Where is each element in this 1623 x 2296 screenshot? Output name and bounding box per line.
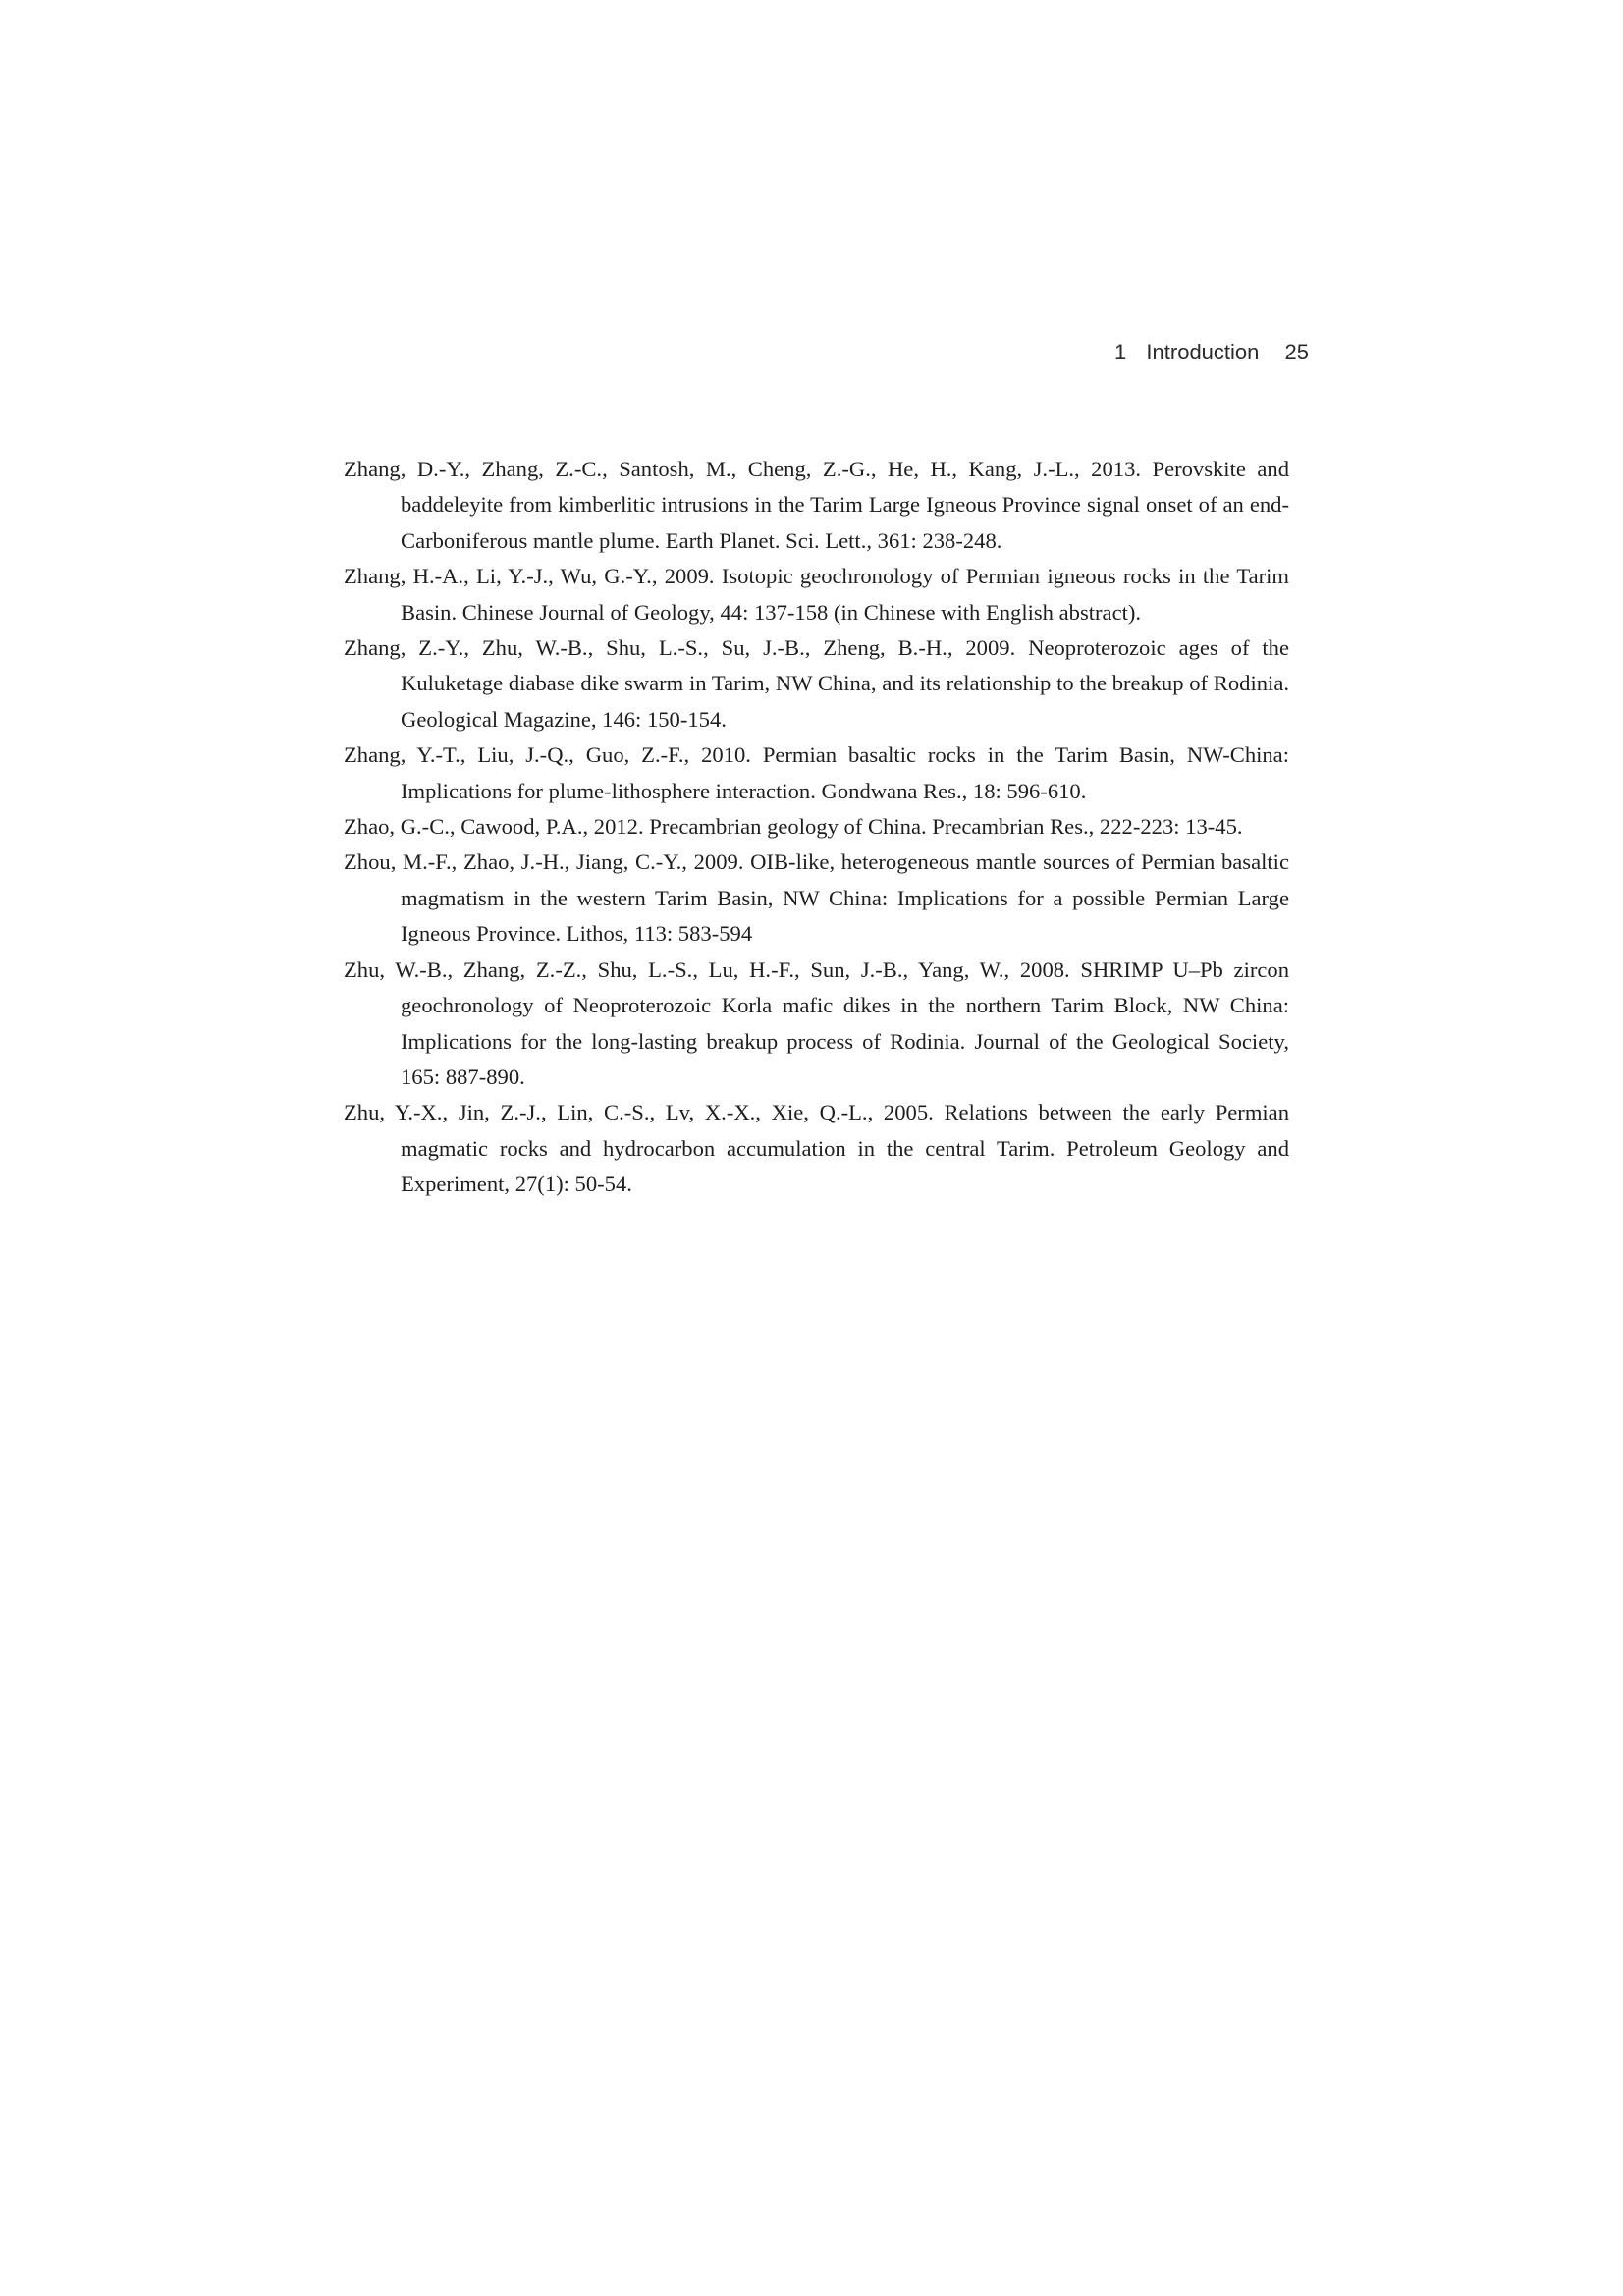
reference-entry: Zhang, H.-A., Li, Y.-J., Wu, G.-Y., 2009. Isotopic geochronology of Permian igneous rocks in the Tarim Basin. Chinese Journal of Geology, 44: 137-158 (in Chinese with English abstract).	[344, 564, 1289, 625]
reference-entry: Zhang, Y.-T., Liu, J.-Q., Guo, Z.-F., 2010. Permian basaltic rocks in the Tarim Basin, NW-China: Implications for plume-lithosphere interaction. Gondwana Res., 18: 596-610.	[344, 742, 1289, 803]
reference-entry: Zhu, Y.-X., Jin, Z.-J., Lin, C.-S., Lv, X.-X., Xie, Q.-L., 2005. Relations between the early Permian magmatic rocks and hydrocarbon accumulation in the central Tarim. Petroleum Geology and Experiment, 27(1): 50-54.	[344, 1100, 1289, 1197]
chapter-number: 1	[1114, 340, 1127, 364]
running-head	[1114, 340, 1309, 365]
reference-entry: Zhang, Z.-Y., Zhu, W.-B., Shu, L.-S., Su, J.-B., Zheng, B.-H., 2009. Neoproterozoic ages of the Kuluketage diabase dike swarm in Tarim, NW China, and its relationship to the breakup of Rodinia. Geological Magazine, 146: 150-154.	[344, 635, 1289, 732]
reference-entry: Zhu, W.-B., Zhang, Z.-Z., Shu, L.-S., Lu, H.-F., Sun, J.-B., Yang, W., 2008. SHRIMP U–Pb zircon geochronology of Neoproterozoic Korla mafic dikes in the northern Tarim Block, NW China: Implications for the long-lasting breakup process of Rodinia. Journal of the Geological Society, 165: 887-890.	[344, 957, 1289, 1089]
reference-entry: Zhao, G.-C., Cawood, P.A., 2012. Precambrian geology of China. Precambrian Res., 222-223: 13-45.	[344, 814, 1243, 840]
reference-entry: Zhou, M.-F., Zhao, J.-H., Jiang, C.-Y., 2009. OIB-like, heterogeneous mantle sources of Permian basaltic magmatism in the western Tarim Basin, NW China: Implications for a possible Permian Large Igneous Province. Lithos, 113: 583-594	[344, 849, 1289, 947]
reference-list	[344, 452, 1289, 1203]
chapter-title: Introduction	[1146, 340, 1260, 364]
reference-entry: Zhang, D.-Y., Zhang, Z.-C., Santosh, M., Cheng, Z.-G., He, H., Kang, J.-L., 2013. Perovskite and baddeleyite from kimberlitic intrusions in the Tarim Large Igneous Province signal onset of an end-Carboniferous mantle plume. Earth Planet. Sci. Lett., 361: 238-248.	[344, 457, 1289, 553]
page-number: 25	[1284, 340, 1309, 364]
